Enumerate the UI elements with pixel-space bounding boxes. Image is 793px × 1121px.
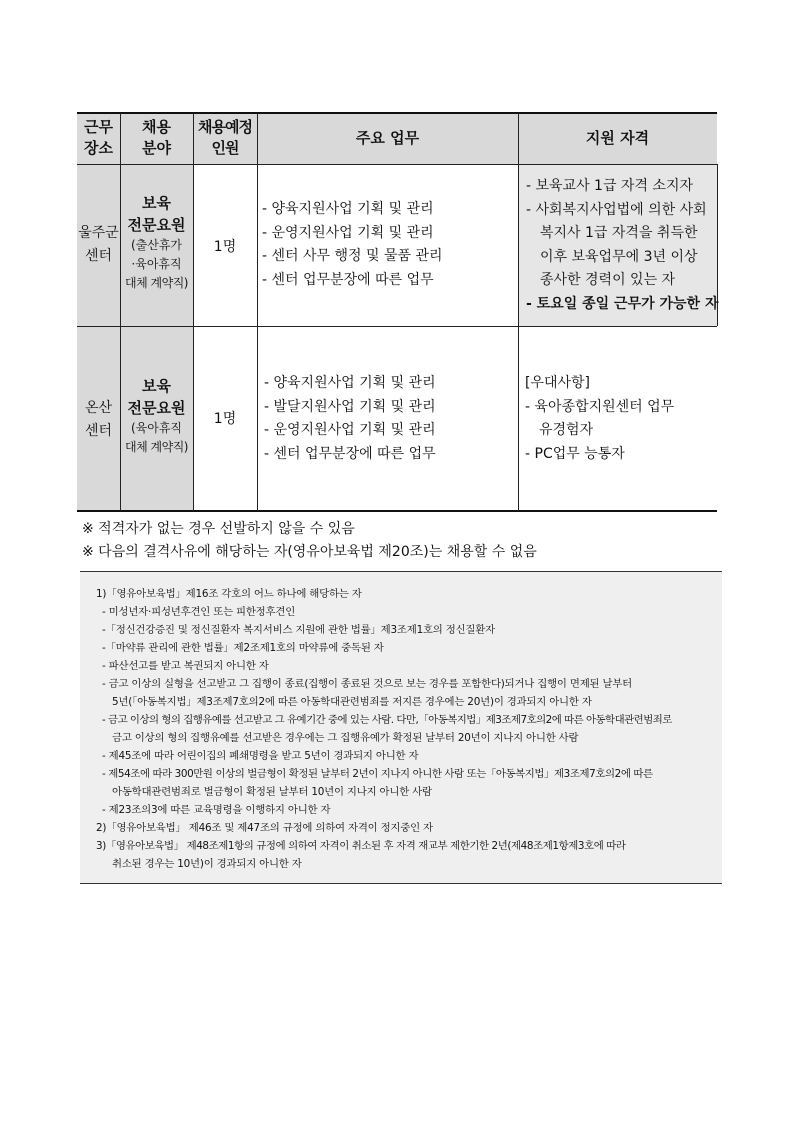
disq-item: 5년(「아동복지법」제3조제7호의2에 따른 아동학대관련범죄를 저지른 경우에는 20년)이 경과되지 아니한 자 (112, 696, 592, 708)
row2-count: 1명 (213, 411, 237, 427)
disq-item: - 미성년자·피성년후견인 또는 피한정후견인 (102, 606, 296, 618)
row1-field: 보육 전문요원 (출산휴가 ·육아휴직 대체 계약직) (125, 194, 188, 290)
note-no-candidate: ※ 적격자가 없는 경우 선발하지 않을 수 있음 (82, 521, 355, 537)
disq-item: - 제45조에 따라 어린이집의 폐쇄명령을 받고 5년이 경과되지 아니한 자 (102, 750, 419, 762)
disq-item: 1)「영유아보육법」제16조 각호의 어느 하나에 해당하는 자 (96, 588, 362, 600)
row2-location: 온산 센터 (84, 400, 113, 439)
disq-item: 아동학대관련범죄로 벌금형이 확정된 날부터 10년이 지나지 아니한 사람 (112, 786, 432, 798)
row1-count: 1명 (213, 239, 237, 255)
row1-location: 울주군 센터 (78, 225, 119, 264)
row1-duties: - 양육지원사업 기획 및 관리 - 운영지원사업 기획 및 관리 - 센터 사무 행정 및 물품 관리 - 센터 업무분장에 따른 업무 (262, 201, 443, 288)
disqualification-box (80, 571, 722, 884)
disq-item: 금고 이상의 형의 집행유예를 선고받은 경우에는 그 집행유예가 확정된 날부터 20년이 지나지 아니한 사람 (112, 732, 579, 744)
header-duties: 주요 업무 (355, 129, 420, 147)
header-location: 근무 장소 (84, 118, 113, 157)
disq-item: - 금고 이상의 실형을 선고받고 그 집행이 종료(집행이 종료된 것으로 보는 경우를 포함한다)되거나 집행이 면제된 날부터 (102, 678, 632, 690)
disq-item: -「마약류 관리에 관한 법률」제2조제1호의 마약류에 중독된 자 (102, 642, 384, 654)
row2-duties: - 양육지원사업 기획 및 관리 - 발달지원사업 기획 및 관리 - 운영지원사업 기획 및 관리 - 센터 업무분장에 따른 업무 (264, 375, 436, 462)
disq-item: - 금고 이상의 형의 집행유예를 선고받고 그 유예기간 중에 있는 사람. 다만,「아동복지법」제3조제7호의2에 따른 아동학대관련범죄로 (102, 714, 672, 726)
disq-item: - 제54조에 따라 300만원 이상의 벌금형이 확정된 날부터 2년이 지나지 아니한 사람 또는「아동복지법」제3조제7호의2에 따른 (102, 768, 653, 780)
disq-item: 2)「영유아보육법」 제46조 및 제47조의 규정에 의하여 자격이 정지중인 자 (96, 822, 433, 834)
disq-item: 취소된 경우는 10년)이 경과되지 아니한 자 (112, 858, 302, 870)
header-field: 채용 분야 (142, 118, 171, 157)
header-count: 채용예정 인원 (198, 118, 252, 157)
row2-qualification: [우대사항] - 육아종합지원센터 업무 유경험자 - PC업무 능통자 (525, 375, 675, 462)
disq-item: - 제23조의3에 따른 교육명령을 이행하지 아니한 자 (102, 804, 331, 816)
disq-item: -「정신건강증진 및 정신질환자 복지서비스 지원에 관한 법률」제3조제1호의 정신질환자 (102, 624, 495, 636)
row2-field: 보육 전문요원 (육아휴직 대체 계약직) (125, 377, 188, 454)
header-qualification: 지원 자격 (585, 129, 650, 147)
row1-qualification: - 보육교사 1급 자격 소지자 - 사회복지사업법에 의한 사회 복지사 1급 자격을 취득한 이후 보육업무에 3년 이상 종사한 경력이 있는 자 - 토요일 종일 근무가 가능한 자 (526, 178, 719, 312)
note-disqualification: ※ 다음의 결격사유에 해당하는 자(영유아보육법 제20조)는 채용할 수 없음 (82, 544, 537, 560)
disq-item: 3)「영유아보육법」 제48조제1항의 규정에 의하여 자격이 취소된 후 자격 재교부 제한기한 2년(제48조제1항제3호에 따라 (96, 840, 626, 852)
disq-item: - 파산선고를 받고 복권되지 아니한 자 (102, 660, 269, 672)
